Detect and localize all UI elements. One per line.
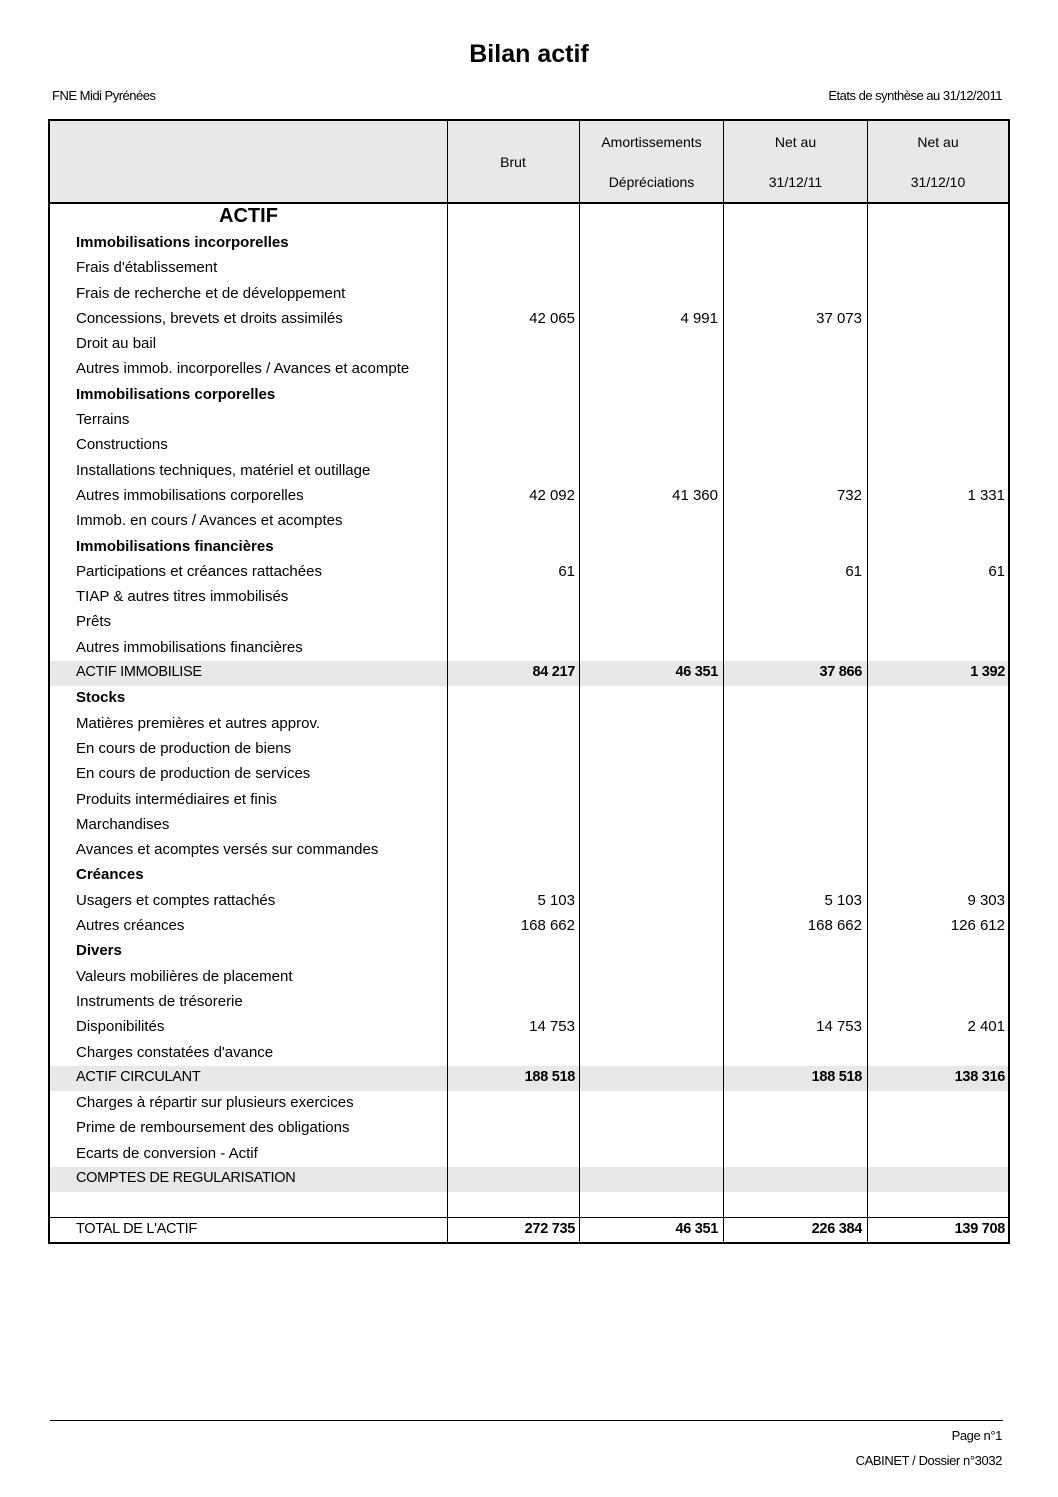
table-row	[50, 610, 1008, 635]
brut-value: 272 735	[524, 1220, 575, 1237]
table-row	[50, 1192, 1008, 1217]
net-2010-value: 1 392	[970, 664, 1005, 681]
category-row	[50, 231, 1008, 256]
header-amortissements	[580, 121, 723, 202]
row-label: Participations et créances rattachées	[76, 562, 322, 580]
row-label: Constructions	[76, 436, 168, 454]
table-row	[50, 1116, 1008, 1141]
brut-value: 42 065	[529, 309, 575, 327]
row-label: Autres créances	[76, 917, 185, 935]
table-row	[50, 459, 1008, 484]
table-row	[50, 282, 1008, 307]
header-brut-label: Brut	[500, 154, 526, 170]
header-amort-line1: Amortissements	[601, 134, 702, 150]
net-2011-value: 37 073	[816, 309, 862, 327]
row-label: Valeurs mobilières de placement	[76, 967, 293, 985]
net-2010-value: 61	[988, 562, 1005, 580]
table-row	[50, 990, 1008, 1015]
row-label: Charges à répartir sur plusieurs exercices	[76, 1094, 354, 1112]
category-row	[50, 939, 1008, 964]
table-row	[50, 509, 1008, 534]
period-label: Etats de synthèse au 31/12/2011	[828, 88, 1002, 103]
table-row	[50, 889, 1008, 914]
brut-value: 188 518	[524, 1068, 575, 1085]
row-label: Charges constatées d'avance	[76, 1043, 274, 1061]
table-row	[50, 433, 1008, 458]
net-2010-value: 139 708	[954, 1220, 1005, 1237]
row-label: Marchandises	[76, 815, 170, 833]
header-net1-line2: 31/12/11	[768, 174, 823, 190]
row-label: Immobilisations financières	[76, 537, 274, 555]
table-row	[50, 788, 1008, 813]
table-row	[50, 332, 1008, 357]
net-2010-value: 138 316	[954, 1068, 1005, 1085]
net-2011-value: 61	[845, 562, 862, 580]
total-separator	[50, 1217, 1008, 1219]
header-net2-line1: Net au	[917, 134, 959, 150]
net-2011-value: 168 662	[807, 917, 862, 935]
row-label: Prime de remboursement des obligations	[76, 1119, 350, 1137]
brut-value: 5 103	[537, 891, 575, 909]
header-net-2010	[868, 121, 1008, 202]
header-brut	[447, 121, 579, 202]
row-label: En cours de production de services	[76, 765, 311, 783]
net-2011-value: 37 866	[819, 664, 862, 681]
net-2010-value: 1 331	[967, 486, 1005, 504]
table-row	[50, 965, 1008, 990]
table-row	[50, 1142, 1008, 1167]
table-row	[50, 1015, 1008, 1040]
brut-value: 14 753	[529, 1018, 575, 1036]
net-2010-value: 9 303	[967, 891, 1005, 909]
brut-value: 84 217	[532, 664, 575, 681]
row-label: Usagers et comptes rattachés	[76, 891, 276, 909]
row-label: Divers	[76, 942, 122, 960]
page-title: Bilan actif	[469, 40, 589, 68]
category-row	[50, 535, 1008, 560]
net-2011-value: 5 103	[824, 891, 862, 909]
header-net2-line2: 31/12/10	[910, 174, 966, 190]
column-divider	[447, 121, 448, 1242]
table-row	[50, 357, 1008, 382]
net-2010-value: 126 612	[950, 917, 1005, 935]
category-row	[50, 686, 1008, 711]
column-divider	[579, 121, 580, 1242]
page-number: Page n°1	[951, 1428, 1002, 1443]
table-row	[50, 712, 1008, 737]
table-row	[50, 1091, 1008, 1116]
brut-value: 42 092	[529, 486, 575, 504]
table-row	[50, 307, 1008, 332]
row-label: Autres immob. incorporelles / Avances et acompte	[76, 360, 410, 378]
table-row	[50, 408, 1008, 433]
row-label: ACTIF IMMOBILISE	[76, 664, 202, 681]
table-row	[50, 484, 1008, 509]
header-amort-line2: Dépréciations	[608, 174, 695, 190]
row-label: Immobilisations corporelles	[76, 385, 276, 403]
table-row	[50, 256, 1008, 281]
footer-divider	[50, 1420, 1003, 1421]
table-row	[50, 813, 1008, 838]
table-row	[50, 838, 1008, 863]
table-row	[50, 560, 1008, 585]
category-row	[50, 383, 1008, 408]
row-label: Avances et acomptes versés sur commandes	[76, 841, 379, 859]
row-label: Stocks	[76, 689, 126, 707]
row-label: Frais de recherche et de développement	[76, 284, 346, 302]
company-name: FNE Midi Pyrénées	[52, 88, 156, 103]
header-net-2011	[724, 121, 867, 202]
balance-sheet-table	[48, 119, 1010, 1244]
subtotal-row	[50, 1167, 1008, 1192]
row-label: Produits intermédiaires et finis	[76, 790, 277, 808]
row-label: Prêts	[76, 613, 112, 631]
row-label: Matières premières et autres approv.	[76, 714, 320, 732]
table-row	[50, 762, 1008, 787]
row-label: Frais d'établissement	[76, 259, 218, 277]
row-label: Ecarts de conversion - Actif	[76, 1144, 258, 1162]
net-2010-value: 2 401	[967, 1018, 1005, 1036]
table-row	[50, 914, 1008, 939]
amortissement-value: 46 351	[675, 1220, 718, 1237]
net-2011-value: 188 518	[811, 1068, 862, 1085]
table-row	[50, 1041, 1008, 1066]
row-label: Terrains	[76, 411, 130, 429]
row-label: COMPTES DE REGULARISATION	[76, 1169, 296, 1186]
row-label: Autres immobilisations corporelles	[76, 486, 304, 504]
amortissement-value: 4 991	[680, 309, 718, 327]
row-label: ACTIF CIRCULANT	[76, 1068, 201, 1085]
category-row	[50, 863, 1008, 888]
brut-value: 168 662	[520, 917, 575, 935]
amortissement-value: 41 360	[672, 486, 718, 504]
dossier-reference: CABINET / Dossier n°3032	[855, 1453, 1002, 1468]
row-label: Droit au bail	[76, 335, 157, 353]
table-row	[50, 737, 1008, 762]
row-label: Disponibilités	[76, 1018, 165, 1036]
subtotal-row	[50, 1218, 1008, 1243]
row-label: Instruments de trésorerie	[76, 992, 243, 1010]
row-label: En cours de production de biens	[76, 739, 292, 757]
column-divider	[867, 121, 868, 1242]
row-label: Installations techniques, matériel et outillage	[76, 461, 371, 479]
amortissement-value: 46 351	[675, 664, 718, 681]
table-row	[50, 585, 1008, 610]
row-label: Immob. en cours / Avances et acomptes	[76, 512, 343, 530]
row-label: Concessions, brevets et droits assimilés	[76, 309, 343, 327]
row-label: Immobilisations incorporelles	[76, 234, 289, 251]
net-2011-value: 226 384	[811, 1220, 862, 1237]
subtotal-row	[50, 1066, 1008, 1091]
row-label: TOTAL DE L'ACTIF	[76, 1220, 197, 1237]
row-label: TIAP & autres titres immobilisés	[76, 588, 289, 606]
section-title: ACTIF	[219, 205, 278, 227]
table-row	[50, 636, 1008, 661]
table-header	[50, 121, 1008, 204]
subtotal-row	[50, 661, 1008, 686]
net-2011-value: 14 753	[816, 1018, 862, 1036]
row-label: Autres immobilisations financières	[76, 638, 303, 656]
row-label: Créances	[76, 866, 144, 884]
brut-value: 61	[558, 562, 575, 580]
column-divider	[723, 121, 724, 1242]
header-net1-line1: Net au	[774, 134, 817, 150]
net-2011-value: 732	[836, 486, 862, 504]
table-body	[50, 231, 1008, 1243]
